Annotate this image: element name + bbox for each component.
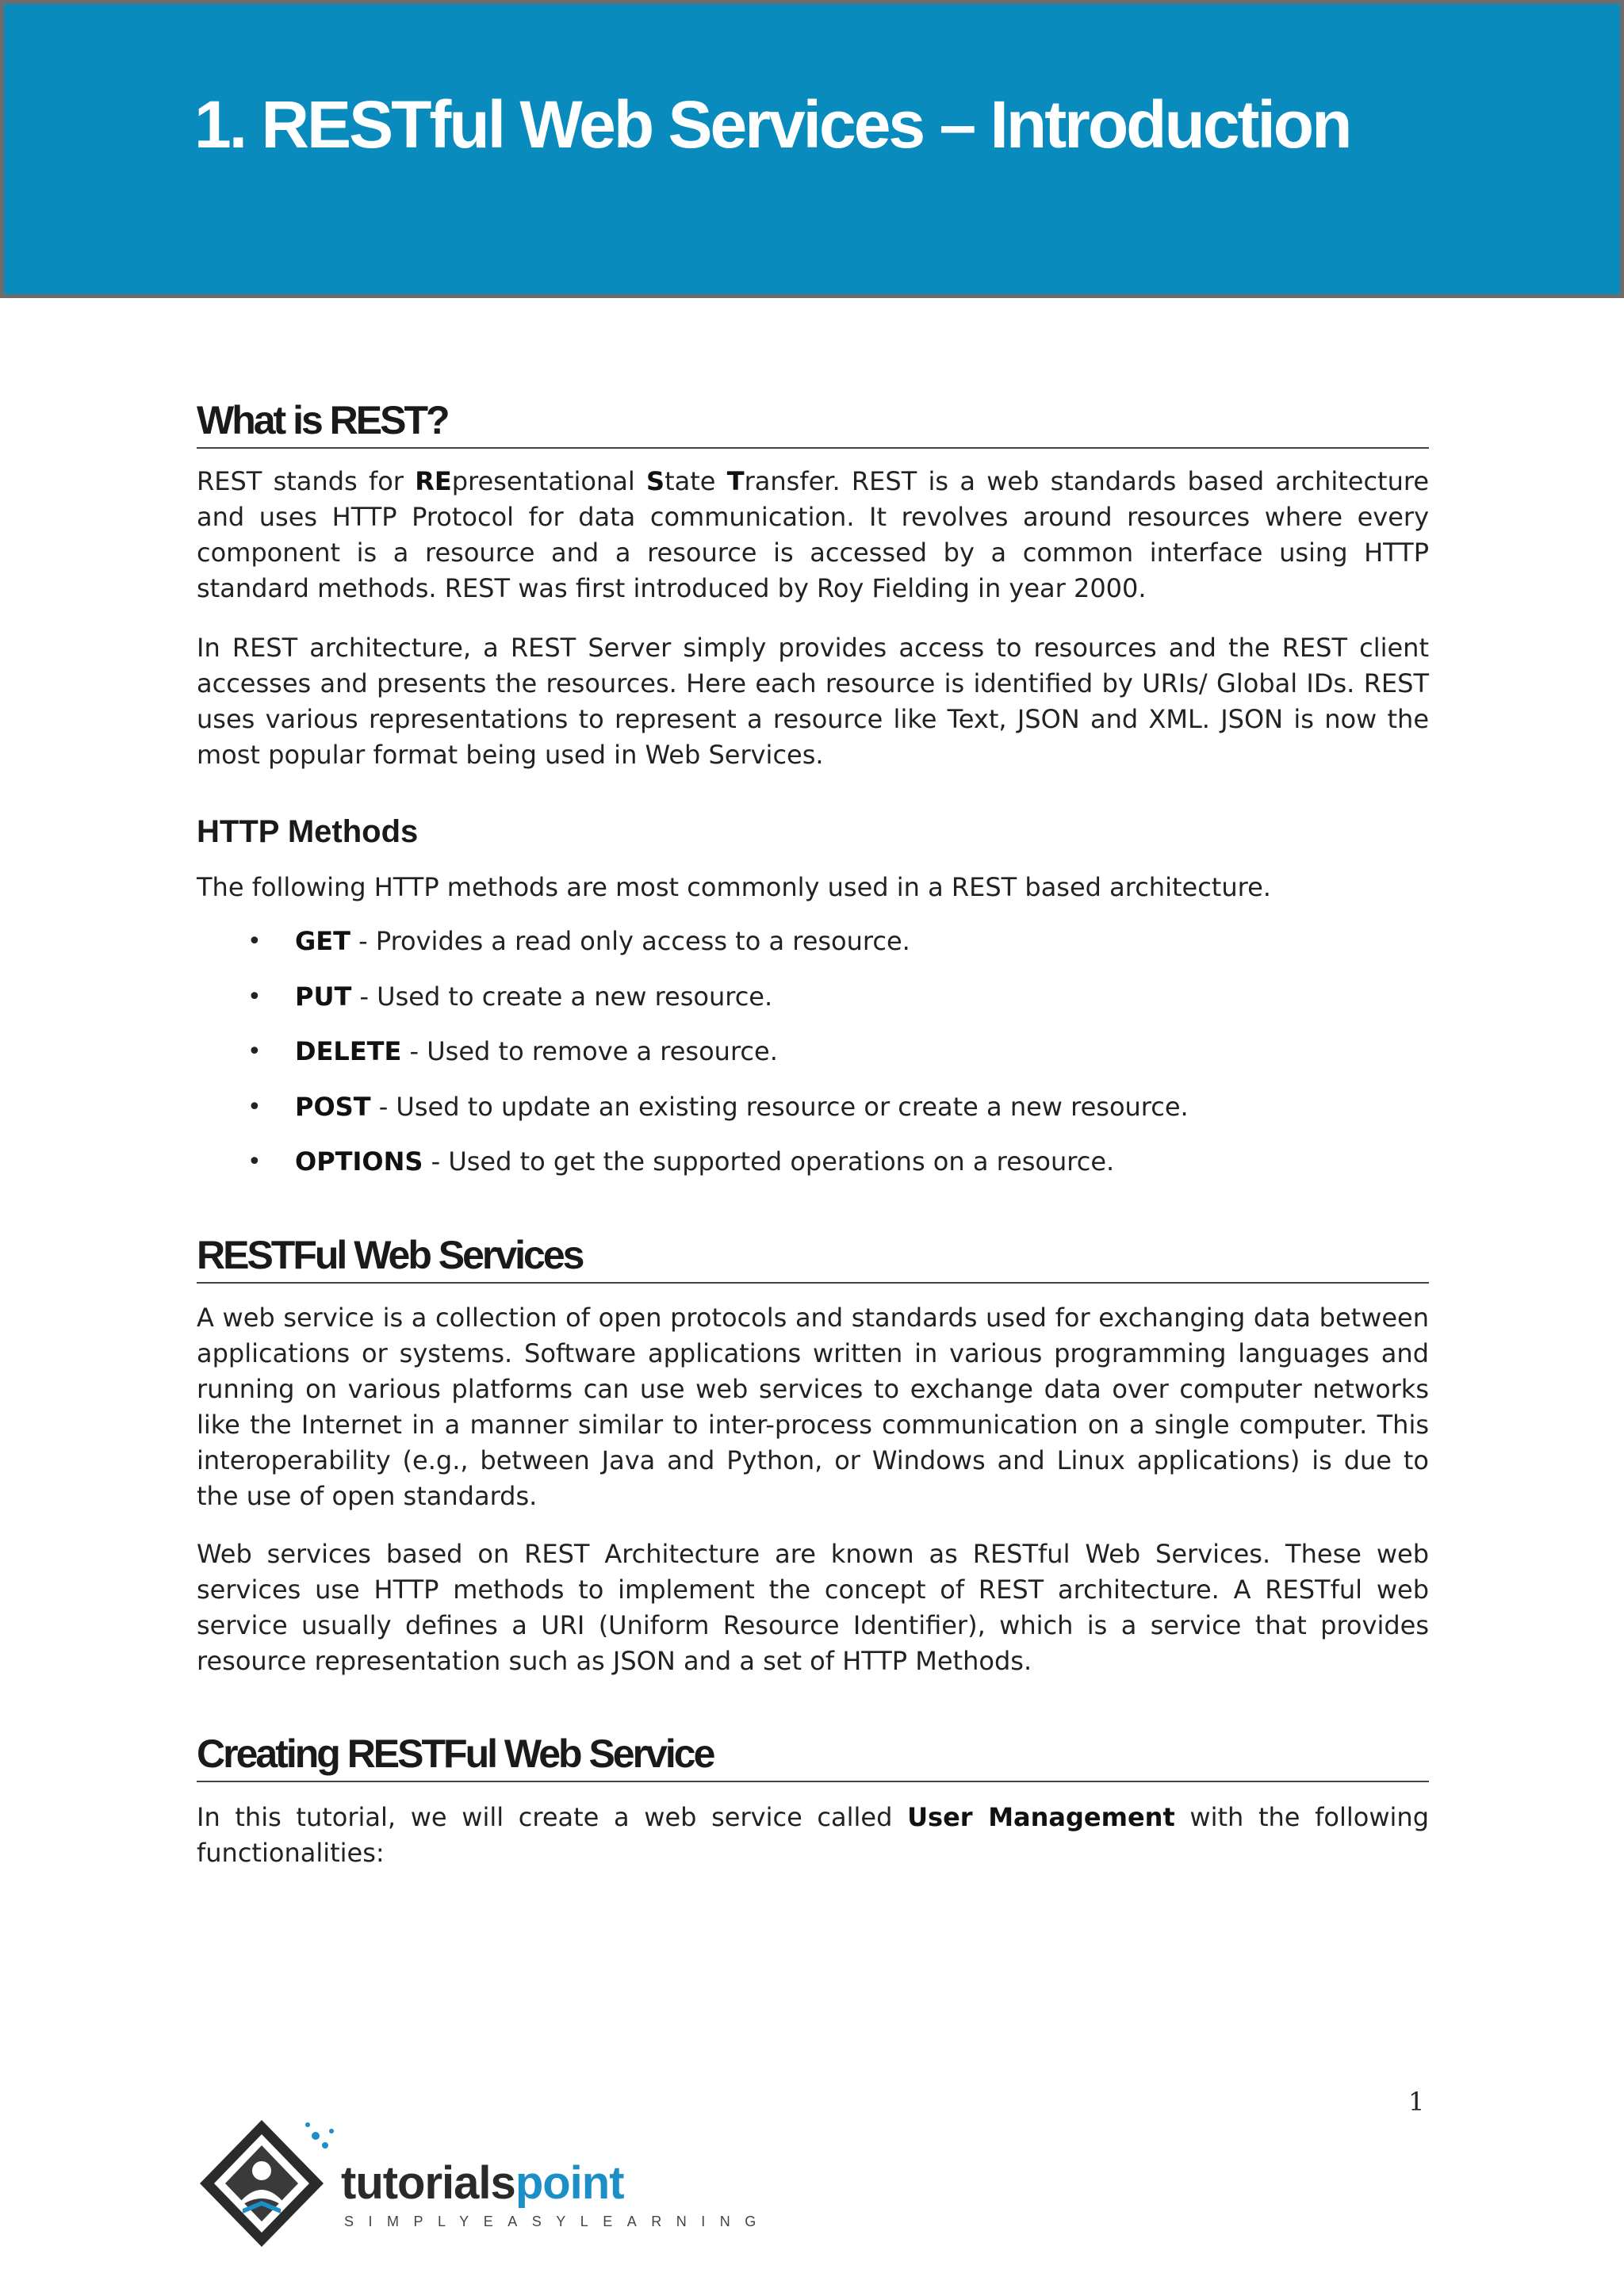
method-name: POST bbox=[295, 1091, 371, 1122]
list-item-put bbox=[197, 979, 1429, 1035]
list-item-options bbox=[197, 1144, 1429, 1200]
paragraph-rest-definition bbox=[197, 464, 1429, 607]
bullet-icon: • bbox=[247, 982, 262, 1011]
list-item-post bbox=[197, 1089, 1429, 1145]
method-desc: - Used to get the supported operations on a resource. bbox=[423, 1146, 1115, 1177]
heading-restful-web-services: RESTFul Web Services bbox=[197, 1231, 1429, 1284]
paragraph-tutorial-intro bbox=[197, 1800, 1429, 1871]
chapter-title: 1. RESTful Web Services – Introduction bbox=[194, 87, 1350, 162]
paragraph-restful-services: Web services based on REST Architecture are known as RESTful Web Services. These web services use HTTP methods to implement the concept of REST architecture. A RESTful web service usually defines a URI (Uniform Resource Identifier), which is a service that provides resource representation such as JSON and a set of HTTP Methods. bbox=[197, 1539, 1429, 1676]
method-name: OPTIONS bbox=[295, 1146, 423, 1177]
heading-creating-restful-service: Creating RESTFul Web Service bbox=[197, 1730, 1429, 1782]
bullet-icon: • bbox=[247, 928, 262, 955]
text-run: presentational bbox=[451, 466, 647, 496]
bullet-icon: • bbox=[247, 1148, 262, 1176]
paragraph-http-methods-intro: The following HTTP methods are most commonly used in a REST based architecture. bbox=[197, 872, 1271, 902]
method-name: GET bbox=[295, 926, 350, 956]
chapter-banner bbox=[0, 0, 1624, 298]
bold-run: RE bbox=[415, 466, 452, 496]
logo-word-blue: point bbox=[515, 2157, 624, 2209]
heading-http-methods: HTTP Methods bbox=[197, 814, 419, 849]
bold-run: User Management bbox=[907, 1802, 1175, 1832]
page-number: 1 bbox=[1408, 2087, 1425, 2117]
method-desc: - Used to create a new resource. bbox=[351, 981, 773, 1012]
heading-what-is-rest: What is REST? bbox=[197, 396, 1429, 449]
bullet-icon: • bbox=[247, 1093, 262, 1121]
method-desc: - Used to remove a resource. bbox=[401, 1036, 778, 1066]
http-methods-list bbox=[197, 924, 1429, 1200]
text-run: with the following functionalities: bbox=[197, 1802, 1430, 1868]
bullet-icon: • bbox=[247, 1038, 262, 1066]
method-name: PUT bbox=[295, 981, 352, 1012]
text-run: ransfer. REST is a web standards based architecture and uses HTTP Protocol for data communication. It revolves around resources where every component is a resource and a resource is accessed by a common interface using HTTP standard methods. REST was first introduced by Roy Fielding in year 2000. bbox=[197, 466, 1430, 603]
text-run: tate bbox=[665, 466, 727, 496]
logo-word-dark: tutorials bbox=[341, 2157, 515, 2209]
text-run: REST stands for bbox=[197, 466, 416, 496]
method-name: DELETE bbox=[295, 1036, 402, 1066]
bold-run: T bbox=[726, 466, 745, 496]
bold-run: S bbox=[646, 466, 665, 496]
logo-wordmark bbox=[341, 2156, 624, 2210]
logo-emblem-icon bbox=[197, 2115, 339, 2266]
method-desc: - Used to update an existing resource or create a new resource. bbox=[370, 1091, 1189, 1122]
paragraph-rest-architecture: In REST architecture, a REST Server simply provides access to resources and the REST client accesses and presents the resources. Here each resource is identified by URIs/ Global IDs. REST uses various representations to represent a resource like Text, JSON and XML. JSON is now the most popular format being used in Web Services. bbox=[197, 633, 1429, 770]
list-item-delete bbox=[197, 1034, 1429, 1089]
method-desc: - Provides a read only access to a resource. bbox=[350, 926, 910, 956]
text-run: In this tutorial, we will create a web service called bbox=[197, 1802, 908, 1832]
list-item-get bbox=[197, 924, 1429, 979]
tutorialspoint-logo bbox=[197, 2115, 771, 2266]
paragraph-web-service-definition: A web service is a collection of open protocols and standards used for exchanging data between applications or systems. Software applications written in various programming languages and running on various platforms can use web services to exchange data over computer networks like the Internet in a manner similar to inter-process communication on a single computer. This interoperability (e.g., between Java and Python, or Windows and Linux applications) is due to the use of open standards. bbox=[197, 1303, 1429, 1511]
logo-tagline: SIMPLYEASYLEARNING bbox=[344, 2214, 771, 2229]
